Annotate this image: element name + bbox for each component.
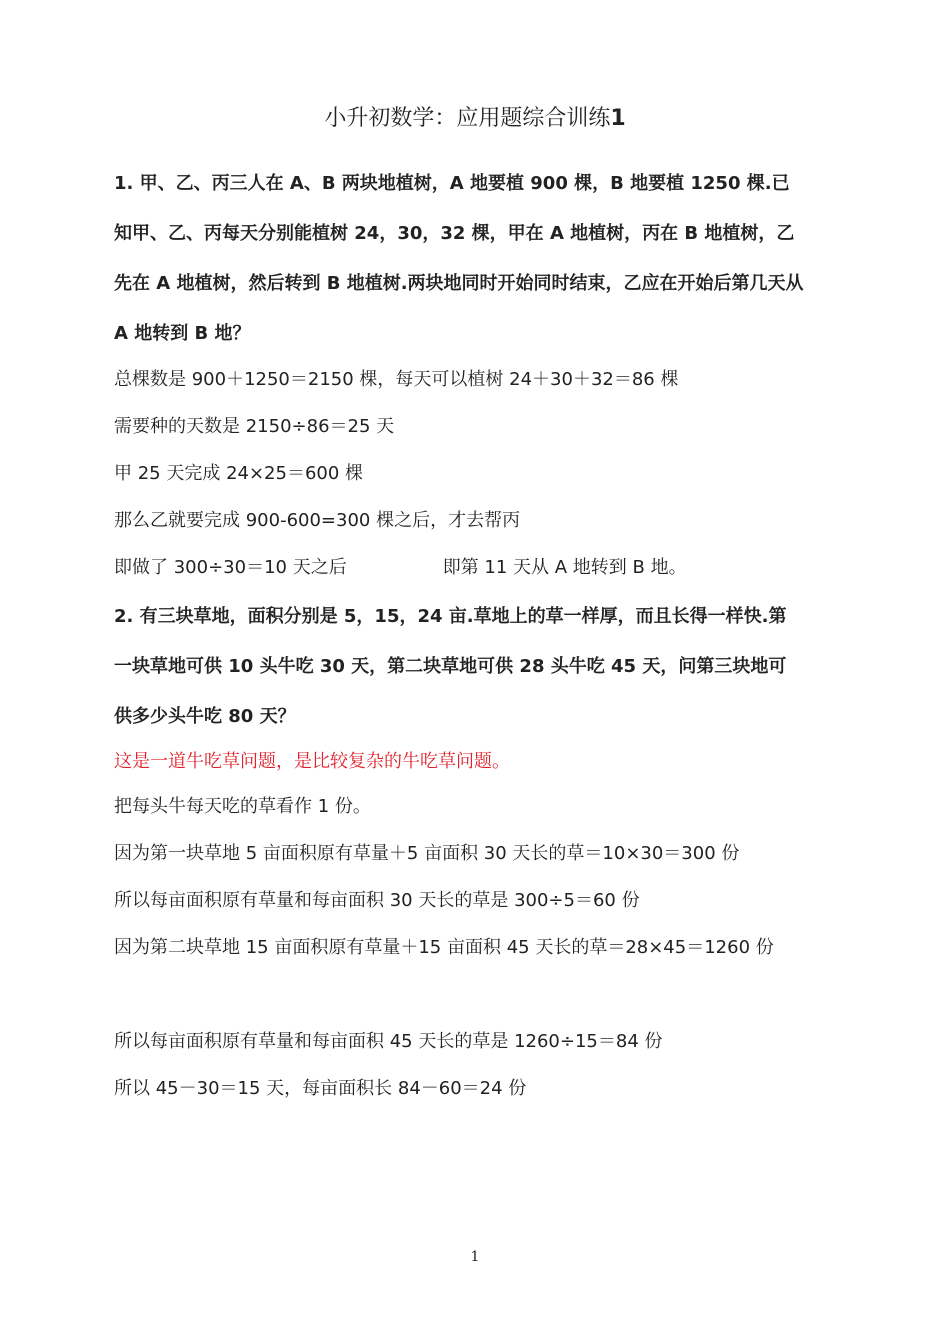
page-title (0, 103, 950, 135)
question-1: 1. 甲、乙、丙三人在 A、B 两块地植树，A 地要植 900 棵，B 地要植 1250 棵.已知甲、乙、丙每天分别能植树 24，30，32 棵，甲在 A 地植树，丙在 B 地植树，乙先在 A 地植树，然后转到 B 地植树.两块地同时开始同时结束，乙应在开始后第几天从 A 地转到 B 地？ (114, 173, 804, 344)
q2-solution-line-6: 所以 45－30＝15 天，每亩面积长 84－60＝24 份 (114, 1078, 527, 1099)
q2-solution-line-5: 所以每亩面积原有草量和每亩面积 45 天长的草是 1260÷15＝84 份 (114, 1031, 663, 1052)
q1-last-left: 即做了 300÷30＝10 天之后 (114, 557, 347, 578)
title-text: 小升初数学：应用题综合训练 (324, 106, 611, 131)
title-number: 1 (610, 106, 626, 131)
q1-solution-line-1: 总棵数是 900＋1250＝2150 棵，每天可以植树 24＋30＋32＝86 棵 (114, 369, 679, 390)
q2-solution-line-4: 因为第二块草地 15 亩面积原有草量＋15 亩面积 45 天长的草＝28×45＝1260 份 (114, 937, 774, 958)
q2-solution-line-2: 因为第一块草地 5 亩面积原有草量＋5 亩面积 30 天长的草＝10×30＝300 份 (114, 843, 740, 864)
q1-last-right: 即第 11 天从 A 地转到 B 地。 (442, 557, 687, 578)
q2-note: 这是一道牛吃草问题，是比较复杂的牛吃草问题。 (114, 751, 510, 772)
q2-solution-line-1: 把每头牛每天吃的草看作 1 份。 (114, 796, 371, 817)
page-number: 1 (470, 1249, 480, 1265)
q1-solution-line-4: 那么乙就要完成 900-600=300 棵之后，才去帮丙 (114, 510, 521, 531)
q1-solution-line-2: 需要种的天数是 2150÷86＝25 天 (114, 416, 395, 437)
q1-solution-line-5 (114, 555, 687, 581)
q1-solution-line-3: 甲 25 天完成 24×25＝600 棵 (114, 463, 364, 484)
q2-solution-line-3: 所以每亩面积原有草量和每亩面积 30 天长的草是 300÷5＝60 份 (114, 890, 640, 911)
question-2: 2. 有三块草地，面积分别是 5，15，24 亩.草地上的草一样厚，而且长得一样快.第一块草地可供 10 头牛吃 30 天，第二块草地可供 28 头牛吃 45 天，问第三块地可供多少头牛吃 80 天？ (114, 606, 787, 727)
